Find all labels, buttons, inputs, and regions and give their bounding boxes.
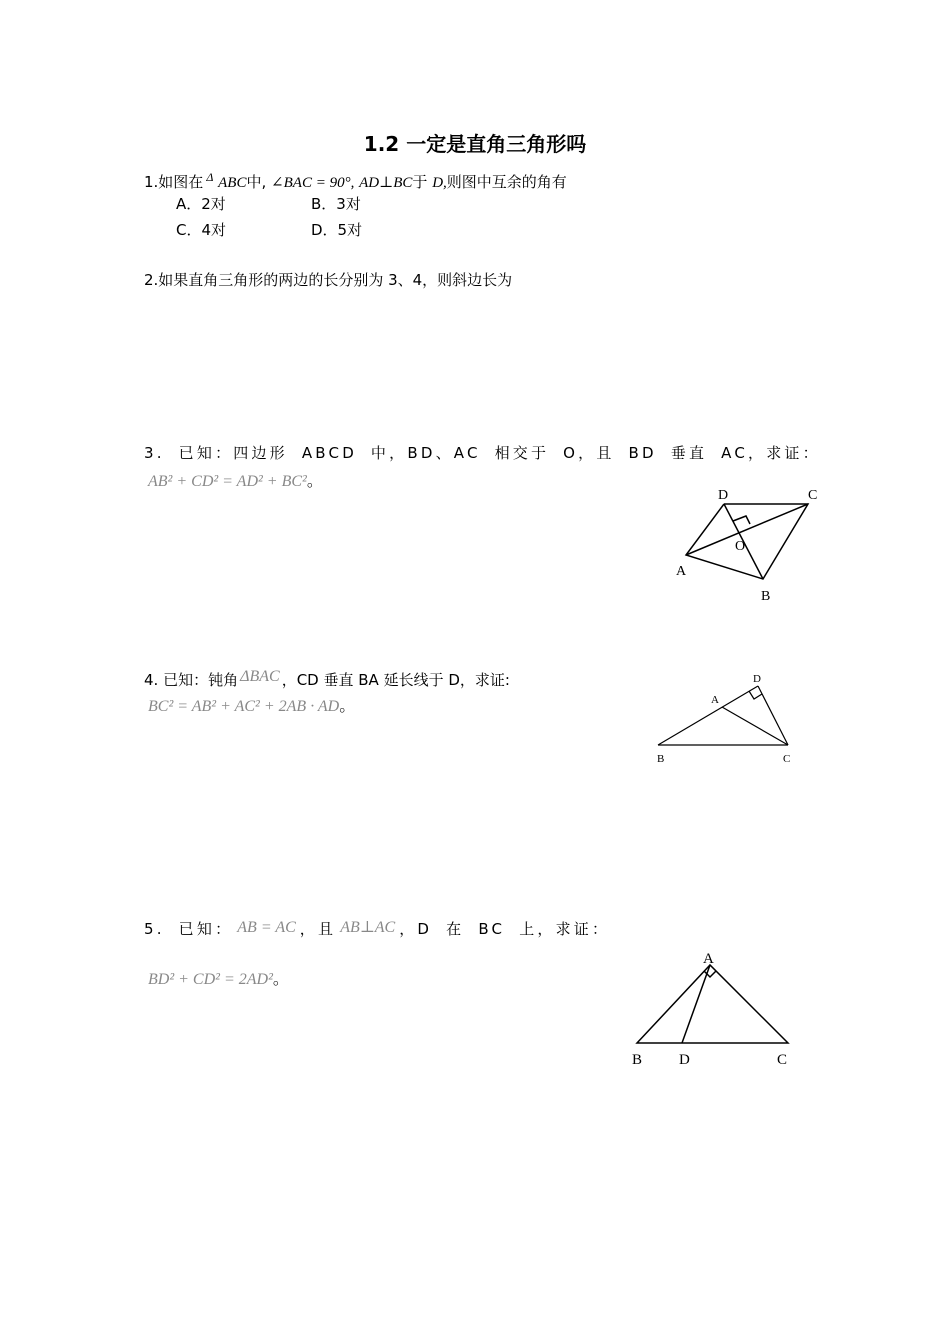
- q2-text: 2.如果直角三角形的两边的长分别为 3、4，则斜边长为: [144, 271, 513, 289]
- q1-stem: [144, 170, 567, 192]
- q4-stem: [144, 668, 510, 690]
- q5-suffix: ，D 在 BC 上，求证：: [399, 920, 611, 938]
- q4-label-d: D: [753, 673, 761, 685]
- q1-option-b: B．3对: [311, 195, 361, 213]
- q1-option-c: C．4对: [176, 221, 227, 239]
- q4-figure-obtuse-triangle: [650, 668, 800, 768]
- q1-stem-mid1: 中,: [246, 173, 267, 191]
- q5-label-a: A: [703, 951, 714, 967]
- page-title: 1.2 一定是直角三角形吗: [363, 132, 587, 156]
- q4-prefix: 4. 已知：钝角: [144, 671, 239, 689]
- q4-suffix: ，CD 垂直 BA 延长线于 D，求证:: [281, 671, 510, 689]
- q5-label-b: B: [632, 1052, 643, 1068]
- q3-formula-text: AB² + CD² = AD² + BC²: [148, 473, 307, 490]
- q3-label-a: A: [676, 564, 687, 579]
- q5-formula-end: 。: [272, 969, 289, 988]
- q5-prefix: 5. 已知：: [144, 920, 234, 938]
- q3-quad-outline: [686, 504, 808, 579]
- q1-stem-suffix: 则图中互余的角有: [446, 173, 567, 191]
- q4-label-a: A: [711, 694, 719, 706]
- q5-cond2: AB⊥AC: [340, 919, 396, 936]
- q5-segment-ad: [682, 965, 710, 1043]
- q4-formula-end: 。: [339, 696, 356, 715]
- q1-angle-expr: ∠BAC = 90°,: [271, 175, 355, 191]
- q4-right-angle-mark: [749, 691, 762, 699]
- q1-triangle-name: ABC: [218, 175, 247, 191]
- q5-figure-right-isosceles-triangle: [625, 945, 805, 1075]
- q1-foot: D,: [432, 175, 447, 191]
- q5-stem: [144, 917, 610, 939]
- q5-triangle-abc: [637, 965, 788, 1043]
- q5-label-d: D: [679, 1052, 690, 1068]
- q3-label-b: B: [761, 589, 771, 604]
- q1-triangle-symbol: Δ: [206, 170, 214, 184]
- q1-stem-mid2: 于: [412, 173, 428, 191]
- q5-mid: ，且: [299, 920, 337, 938]
- q4-formula-text: BC² = AB² + AC² + 2AB · AD: [148, 698, 340, 715]
- q3-label-o: O: [735, 539, 746, 554]
- q4-formula: [148, 693, 355, 716]
- q3-right-angle-mark: [733, 516, 750, 524]
- q1-option-a: A．2对: [176, 195, 226, 213]
- q5-formula-text: BD² + CD² = 2AD²: [148, 971, 273, 988]
- q1-perp-expr: AD⊥BC: [359, 175, 413, 191]
- q4-label-b: B: [657, 753, 665, 765]
- q3-text: 3. 已知：四边形 ABCD 中，BD、AC 相交于 O，且 BD 垂直 AC，求证：: [144, 444, 821, 462]
- q1-option-d: D．5对: [311, 221, 363, 239]
- q1-stem-prefix: 1.如图在: [144, 173, 204, 191]
- q3-formula-end: 。: [306, 471, 323, 490]
- q4-line-bd: [658, 686, 758, 745]
- q3-figure-quadrilateral: [660, 480, 840, 610]
- q4-triangle: ΔBAC: [240, 668, 280, 685]
- q4-label-c: C: [783, 753, 791, 765]
- q3-label-d: D: [718, 488, 729, 503]
- q3-label-c: C: [808, 488, 818, 503]
- q5-formula: [148, 966, 289, 989]
- q3-formula: [148, 468, 323, 491]
- q5-label-c: C: [777, 1052, 788, 1068]
- q5-cond1: AB = AC: [237, 919, 296, 936]
